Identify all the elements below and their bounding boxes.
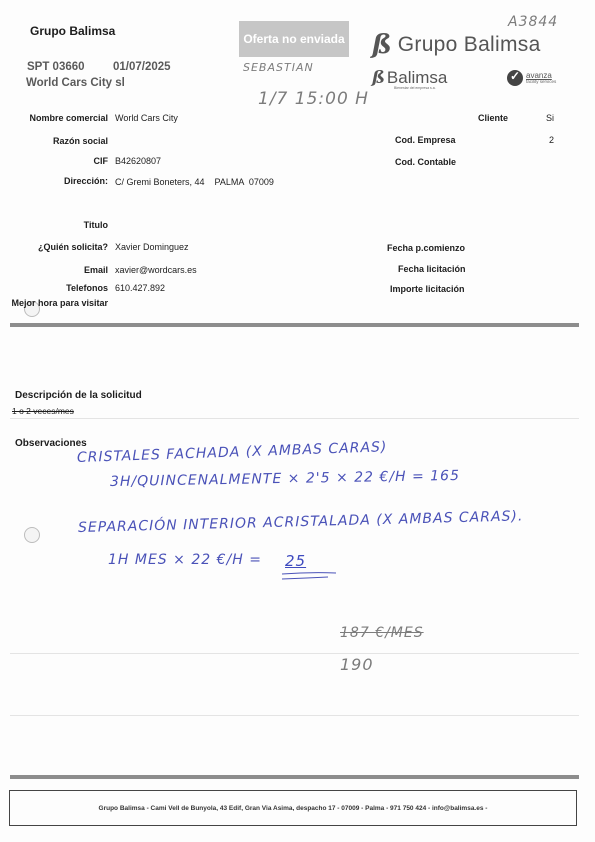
cod-empresa-label: Cod. Empresa <box>395 135 456 145</box>
balimsa-logo <box>372 68 447 90</box>
telefonos-value: 610.427.892 <box>115 283 166 293</box>
mejor-hora-label: Mejor hora para visitar <box>11 298 108 308</box>
logo-small-text: Balimsa <box>386 68 448 87</box>
descripcion-title: Descripción de la solicitud <box>15 390 142 401</box>
status-badge: Oferta no enviada <box>239 21 349 57</box>
spt-number: SPT 03660 <box>27 61 85 73</box>
obs-line-1: CRISTALES FACHADA (X AMBAS CARAS) <box>76 439 388 466</box>
balimsa-mark-icon: ß <box>372 30 392 60</box>
cod-contable-label: Cod. Contable <box>395 157 456 167</box>
grupo-balimsa-logo <box>372 30 541 60</box>
descripcion-text: 1 o 2 veces/mes <box>12 406 74 416</box>
obs-line-2: 3H/QUINCENALMENTE × 2'5 × 22 €/H = 165 <box>109 467 461 490</box>
logo-small-tagline: Bienestar del empresa s.a. <box>394 86 436 90</box>
avanza-tagline: facility services <box>526 78 557 84</box>
obs-line-4b: 25 <box>285 552 307 570</box>
email-label: Email <box>83 265 108 275</box>
direccion-label: Dirección: <box>63 176 108 186</box>
company-title: Grupo Balimsa <box>30 24 116 38</box>
cif-value: B42620807 <box>115 156 162 166</box>
handwritten-code: A3844 <box>508 14 559 30</box>
check-icon <box>507 70 523 86</box>
observaciones-title: Observaciones <box>15 438 87 449</box>
nombre-comercial-value: World Cars City <box>115 113 178 123</box>
avanza-logo <box>507 70 556 86</box>
divider-faint-2 <box>10 715 579 716</box>
obs-line-3: SEPARACIÓN INTERIOR ACRISTALADA (X AMBAS CARAS). <box>77 508 524 536</box>
client-name: World Cars City sl <box>26 77 125 89</box>
direccion-value: C/ Gremi Boneters, 44 PALMA 07009 <box>115 177 274 187</box>
razon-social-label: Razón social <box>52 136 108 146</box>
handwritten-time: 1/7 15:00 H <box>258 89 369 109</box>
old-total: 187 €/MES <box>340 625 424 641</box>
footer-address <box>9 790 577 826</box>
importe-licitacion-label: Importe licitación <box>390 284 465 294</box>
telefonos-label: Telefonos <box>66 283 108 293</box>
new-total: 190 <box>340 655 374 674</box>
divider-bottom <box>10 775 579 779</box>
logo-main-text: Grupo Balimsa <box>397 33 541 56</box>
underline-stroke <box>280 570 340 582</box>
cliente-value: Si <box>546 113 555 123</box>
cif-label: CIF <box>93 156 108 166</box>
quien-solicita-label: ¿Quién solicita? <box>37 242 108 252</box>
titulo-label: Titulo <box>83 220 108 230</box>
obs-line-4a: 1H MES × 22 €/H = <box>108 552 262 568</box>
email-value: xavier@wordcars.es <box>115 265 197 275</box>
nombre-comercial-label: Nombre comercial <box>29 113 108 123</box>
handwritten-name: SEBASTIAN <box>243 61 314 74</box>
footer-text: Grupo Balimsa - Cami Vell de Bunyola, 43 Edif, Gran Via Asima, despacho 17 - 07009 - Palma - 971 750 424 - info@balimsa.es - <box>98 804 488 812</box>
cliente-label: Cliente <box>478 113 509 123</box>
cod-empresa-value: 2 <box>549 135 555 145</box>
avanza-name: avanza <box>526 70 552 80</box>
fecha-comienzo-label: Fecha p.comienzo <box>387 243 466 253</box>
divider-faint-1 <box>10 653 579 654</box>
request-date: 01/07/2025 <box>113 61 171 73</box>
fecha-licitacion-label: Fecha licitación <box>398 264 466 274</box>
quien-solicita-value: Xavier Dominguez <box>115 242 189 252</box>
divider-top <box>10 323 579 327</box>
balimsa-small-mark-icon: ß <box>372 68 385 88</box>
divider-thin <box>10 418 579 419</box>
punch-hole-2 <box>24 527 40 543</box>
